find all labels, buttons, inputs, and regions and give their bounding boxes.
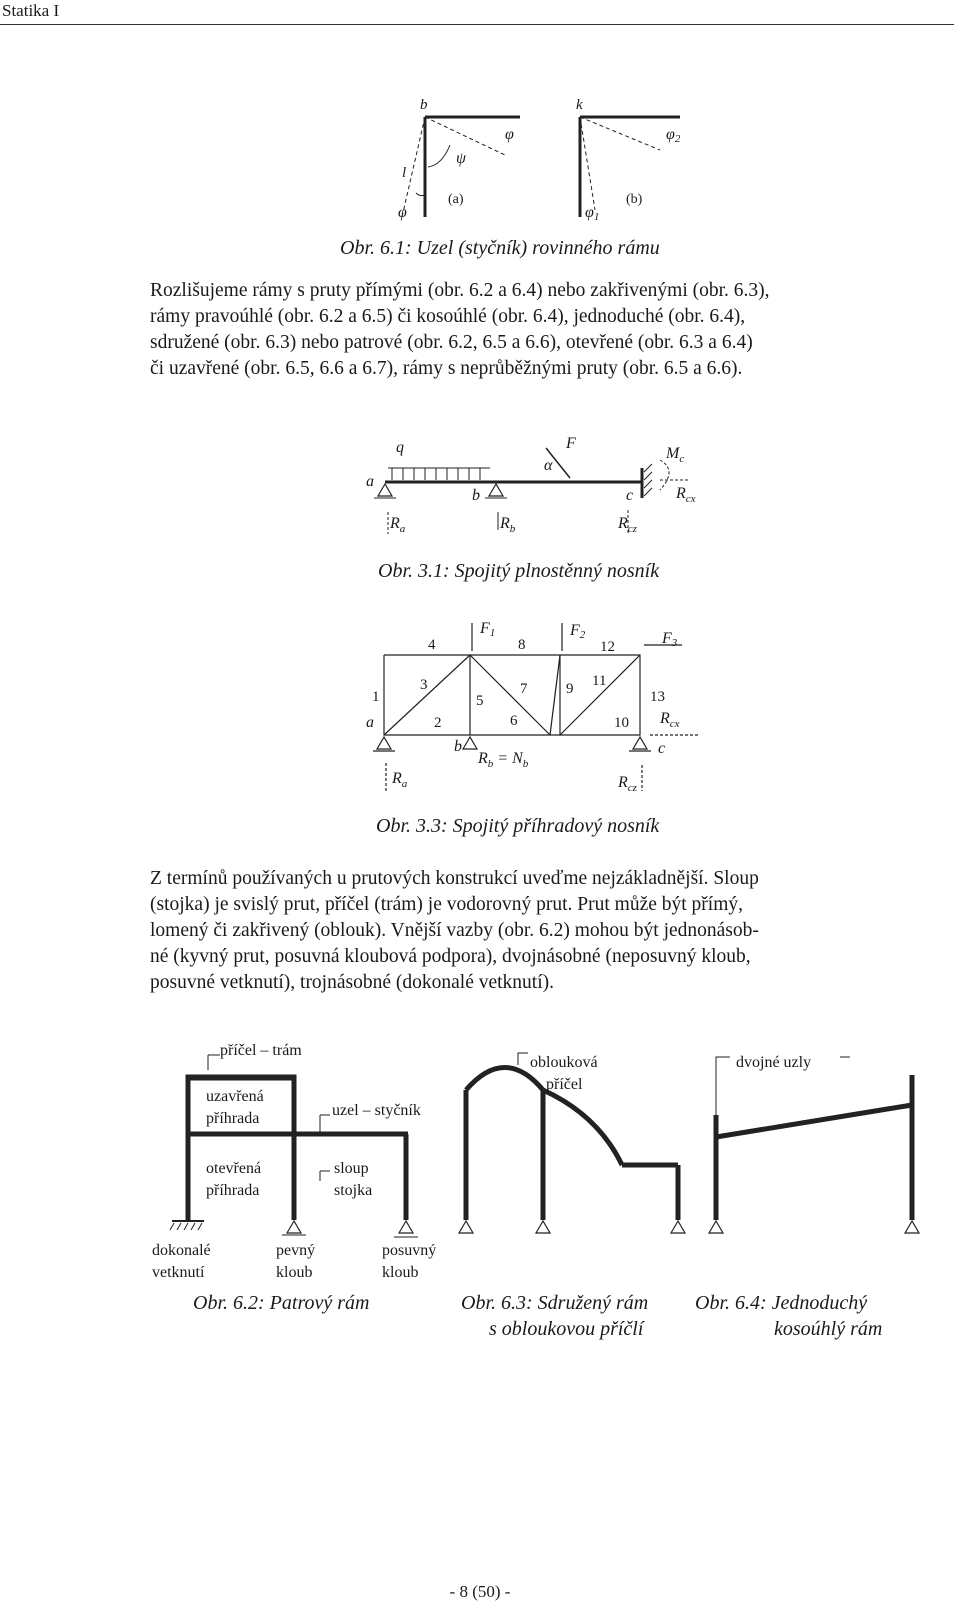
para2-line: posuvné vetknutí), trojnásobné (dokonalé vetknutí). bbox=[150, 972, 554, 993]
fig31-label-alpha: α bbox=[544, 457, 553, 474]
fig31-label-Mc: $M_c$ bbox=[666, 445, 685, 465]
fig33-label-c: c bbox=[658, 740, 666, 757]
fig62-label-uzavrena: uzavřená bbox=[206, 1088, 264, 1105]
figure-6-1 bbox=[380, 95, 680, 225]
fig31-label-b: b bbox=[472, 487, 480, 504]
fig31-caption: Obr. 3.1: Spojitý plnostěnný nosník bbox=[378, 560, 660, 582]
fig61-label-bb: (b) bbox=[626, 192, 643, 207]
fig31-label-Rcz: $R_{cz}$ bbox=[618, 515, 637, 535]
para1-line: Rozlišujeme rámy s pruty přímými (obr. 6.2 a 6.4) nebo zakřivenými (obr. 6.3), bbox=[150, 280, 770, 301]
fig33-label-F1: F1 bbox=[480, 620, 496, 639]
fig63-label-pricel: příčel bbox=[546, 1076, 583, 1093]
fig61-label-l: l bbox=[402, 165, 407, 181]
fig63-label-obloukova: oblouková bbox=[530, 1054, 598, 1071]
fig31-label-Ra: $R_a$ bbox=[390, 515, 406, 535]
paragraph-1 bbox=[150, 278, 928, 382]
para2-line: né (kyvný prut, posuvná kloubová podpora), dvojnásobné (neposuvný kloub, bbox=[150, 946, 751, 967]
fig31-label-Rcx: $R_{cx}$ bbox=[676, 485, 696, 505]
figure-3-1 bbox=[360, 430, 720, 540]
fig64-caption-2: kosoúhlý rám bbox=[774, 1318, 883, 1340]
fig62-label-dokonale: dokonalé bbox=[152, 1242, 211, 1259]
fig33-label-Rcx: $R_{cx}$ bbox=[660, 710, 680, 730]
para2-line: Z termínů používaných u prutových konstrukcí uveďme nejzákladnější. Sloup bbox=[150, 868, 759, 889]
header-title: Statika I bbox=[2, 1, 60, 20]
page-header bbox=[0, 0, 954, 25]
fig62-label-pevny: pevný bbox=[276, 1242, 316, 1259]
fig33-label-Rb-Nb: $R_b = N_b$ bbox=[478, 750, 529, 770]
fig62-label-stojka: stojka bbox=[334, 1182, 373, 1199]
fig33-caption: Obr. 3.3: Spojitý příhradový nosník bbox=[376, 815, 660, 837]
fig61-label-phi: φ bbox=[505, 126, 514, 143]
fig31-label-F: F bbox=[566, 435, 576, 452]
fig33-node-7: 7 bbox=[520, 681, 528, 697]
fig64-label-dvojne-uzly: dvojné uzly bbox=[736, 1054, 812, 1071]
fig62-label-prihrada-1: příhrada bbox=[206, 1110, 260, 1127]
fig33-node-11: 11 bbox=[592, 673, 607, 689]
para2-line: lomený či zakřivený (oblouk). Vnější vazby (obr. 6.2) mohou být jednonásob- bbox=[150, 920, 759, 941]
fig33-node-10: 10 bbox=[614, 715, 629, 731]
fig61-caption: Obr. 6.1: Uzel (styčník) rovinného rámu bbox=[340, 237, 660, 259]
fig62-label-prihrada-2: příhrada bbox=[206, 1182, 260, 1199]
para1-line: či uzavřené (obr. 6.5, 6.6 a 6.7), rámy s neprůběžnými pruty (obr. 6.5 a 6.6). bbox=[150, 358, 743, 379]
fig33-label-Rcz: $R_{cz}$ bbox=[618, 774, 637, 794]
fig61-label-psi: ψ bbox=[456, 150, 466, 167]
para1-line: sdružené (obr. 6.3) nebo patrové (obr. 6.2, 6.5 a 6.6), otevřené (obr. 6.3 a 6.4) bbox=[150, 332, 753, 353]
fig33-node-4: 4 bbox=[428, 637, 436, 653]
fig62-label-kloub-1: kloub bbox=[276, 1264, 313, 1281]
fig33-node-1: 1 bbox=[372, 689, 380, 705]
fig62-caption: Obr. 6.2: Patrový rám bbox=[193, 1292, 370, 1314]
figures-6-2-6-3-6-4 bbox=[150, 1035, 920, 1285]
fig63-caption-1: Obr. 6.3: Sdružený rám bbox=[461, 1292, 649, 1314]
fig33-node-8: 8 bbox=[518, 637, 526, 653]
fig61-label-k: k bbox=[576, 97, 583, 113]
fig61-label-phi-bottom: φ bbox=[398, 204, 407, 221]
para1-line: rámy pravoúhlé (obr. 6.2 a 6.5) či kosoúhlé (obr. 6.4), jednoduché (obr. 6.4), bbox=[150, 306, 746, 327]
fig31-label-a: a bbox=[366, 473, 374, 490]
fig62-label-uzel-stycnik: uzel – styčník bbox=[332, 1102, 421, 1119]
paragraph-2 bbox=[150, 866, 928, 996]
para2-line: (stojka) je svislý prut, příčel (trám) je vodorovný prut. Prut může být přímý, bbox=[150, 894, 744, 915]
fig33-node-6: 6 bbox=[510, 713, 518, 729]
fig63-caption-2: s obloukovou příčlí bbox=[489, 1318, 644, 1340]
fig33-node-13: 13 bbox=[650, 689, 665, 705]
fig33-label-a: a bbox=[366, 714, 374, 731]
page-number: - 8 (50) - bbox=[449, 1582, 511, 1601]
fig31-label-c: c bbox=[626, 487, 634, 504]
fig62-label-kloub-2: kloub bbox=[382, 1264, 419, 1281]
fig33-node-9: 9 bbox=[566, 681, 574, 697]
fig62-label-posuvny: posuvný bbox=[382, 1242, 437, 1259]
fig33-label-F2: F2 bbox=[570, 622, 586, 641]
fig61-label-a: (a) bbox=[448, 192, 464, 207]
fig64-caption-1: Obr. 6.4: Jednoduchý bbox=[695, 1292, 868, 1314]
fig31-label-q: q bbox=[396, 439, 404, 456]
fig33-node-3: 3 bbox=[420, 677, 428, 693]
fig33-label-Ra: $R_a$ bbox=[392, 770, 408, 790]
fig62-label-sloup: sloup bbox=[334, 1160, 369, 1177]
figure-3-3 bbox=[360, 615, 720, 800]
fig61-label-phi2: φ2 bbox=[666, 126, 680, 145]
fig33-label-F3: F3 bbox=[662, 630, 678, 649]
fig33-label-b: b bbox=[454, 738, 462, 755]
fig62-label-vetknuti: vetknutí bbox=[152, 1264, 205, 1281]
fig33-node-5: 5 bbox=[476, 693, 484, 709]
fig33-node-2: 2 bbox=[434, 715, 442, 731]
fig62-label-otevrena: otevřená bbox=[206, 1160, 262, 1177]
fig31-label-Rb: $R_b$ bbox=[500, 515, 516, 535]
fig61-label-b: b bbox=[420, 97, 428, 113]
fig62-label-pricel-tram: příčel – trám bbox=[220, 1042, 302, 1059]
fig61-label-phi1: φ1 bbox=[585, 204, 600, 223]
fig33-node-12: 12 bbox=[600, 639, 615, 655]
